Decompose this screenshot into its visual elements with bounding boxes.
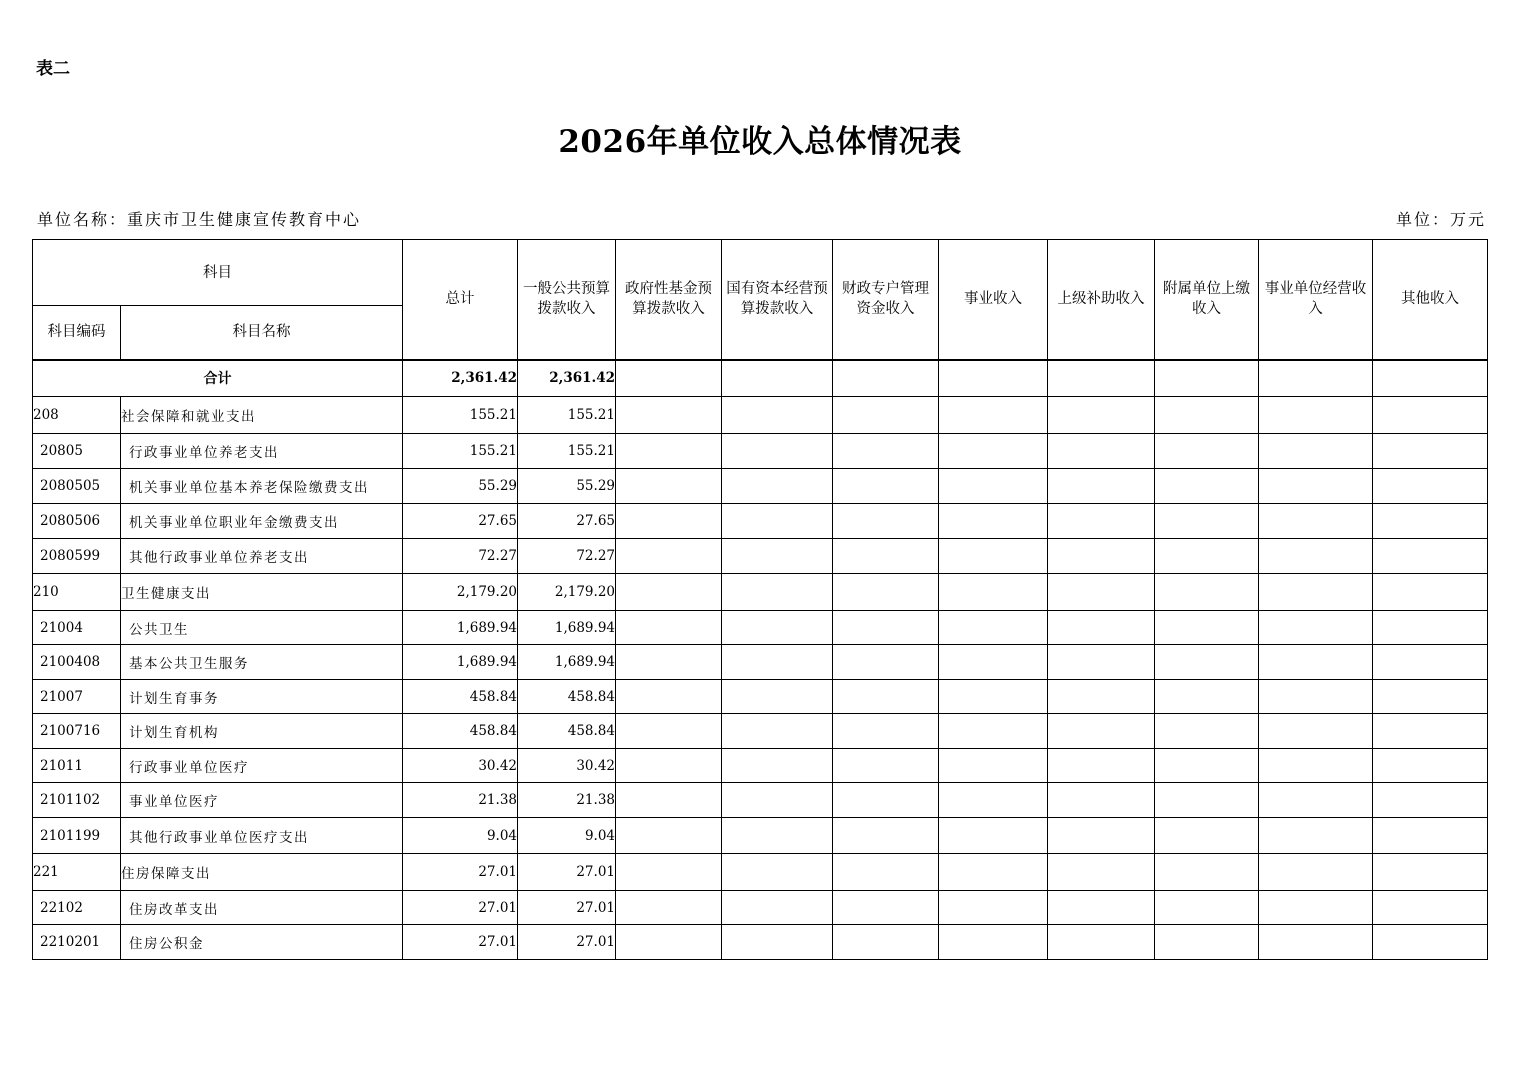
amount-cell	[1373, 854, 1488, 891]
amount-cell: 30.42	[403, 749, 518, 783]
amount-cell	[1048, 397, 1155, 434]
amount-cell	[1155, 680, 1259, 714]
subject-code-cell: 210	[33, 574, 121, 611]
amount-cell	[1259, 925, 1373, 960]
amount-cell: 21.38	[403, 783, 518, 818]
amount-cell	[1373, 504, 1488, 539]
amount-cell	[1259, 645, 1373, 680]
amount-cell	[939, 397, 1048, 434]
subject-code-cell: 2101199	[33, 818, 121, 854]
amount-cell	[1048, 434, 1155, 469]
total-cell	[1259, 360, 1373, 397]
amount-cell	[1373, 434, 1488, 469]
amount-cell: 27.01	[518, 925, 616, 960]
amount-cell: 55.29	[403, 469, 518, 504]
amount-cell	[1155, 397, 1259, 434]
amount-cell	[1155, 854, 1259, 891]
amount-cell	[1259, 891, 1373, 925]
amount-cell	[616, 783, 722, 818]
table-row	[33, 611, 1488, 645]
table-body	[33, 360, 1488, 960]
table-row	[33, 925, 1488, 960]
table-row	[33, 854, 1488, 891]
amount-cell	[1259, 818, 1373, 854]
amount-cell: 1,689.94	[403, 611, 518, 645]
amount-cell: 27.01	[518, 891, 616, 925]
amount-cell	[1259, 574, 1373, 611]
subject-code-cell: 2080506	[33, 504, 121, 539]
amount-cell	[722, 783, 833, 818]
amount-cell	[939, 574, 1048, 611]
amount-cell: 27.65	[403, 504, 518, 539]
amount-cell	[1048, 645, 1155, 680]
amount-cell	[722, 574, 833, 611]
amount-cell	[939, 891, 1048, 925]
header-superior-subsidy: 上级补助收入	[1048, 240, 1155, 360]
amount-cell	[722, 891, 833, 925]
table-row	[33, 818, 1488, 854]
total-cell: 2,361.42	[518, 360, 616, 397]
amount-cell: 458.84	[518, 680, 616, 714]
header-subject: 科目	[33, 240, 403, 306]
amount-cell	[1048, 539, 1155, 574]
amount-cell	[939, 749, 1048, 783]
subject-code-cell: 21007	[33, 680, 121, 714]
amount-cell	[1373, 611, 1488, 645]
amount-cell	[939, 611, 1048, 645]
amount-cell	[1373, 818, 1488, 854]
table-header	[33, 240, 1488, 360]
amount-cell	[616, 714, 722, 749]
header-gov-fund: 政府性基金预算拨款收入	[616, 240, 722, 360]
subject-name-cell: 行政事业单位医疗	[121, 749, 403, 783]
amount-cell	[1259, 714, 1373, 749]
amount-cell: 155.21	[403, 434, 518, 469]
amount-cell	[616, 539, 722, 574]
header-state-capital: 国有资本经营预算拨款收入	[722, 240, 833, 360]
amount-cell	[1048, 680, 1155, 714]
subject-name-cell: 住房公积金	[121, 925, 403, 960]
amount-cell	[833, 469, 939, 504]
amount-cell	[1048, 925, 1155, 960]
amount-cell	[1155, 645, 1259, 680]
currency-unit-label: 单位：万元	[1395, 210, 1486, 229]
subject-code-cell: 2080599	[33, 539, 121, 574]
amount-cell	[1373, 680, 1488, 714]
amount-cell	[616, 469, 722, 504]
amount-cell	[1048, 504, 1155, 539]
subject-code-cell: 2080505	[33, 469, 121, 504]
amount-cell: 458.84	[518, 714, 616, 749]
amount-cell	[1373, 469, 1488, 504]
amount-cell	[1155, 749, 1259, 783]
subject-code-cell: 21011	[33, 749, 121, 783]
amount-cell	[1373, 783, 1488, 818]
table-number-label: 表二	[36, 59, 70, 79]
amount-cell	[616, 574, 722, 611]
subject-name-cell: 住房保障支出	[121, 854, 403, 891]
amount-cell: 1,689.94	[403, 645, 518, 680]
subject-name-cell: 机关事业单位基本养老保险缴费支出	[121, 469, 403, 504]
amount-cell: 27.01	[403, 854, 518, 891]
amount-cell	[722, 645, 833, 680]
total-cell	[833, 360, 939, 397]
subject-name-cell: 公共卫生	[121, 611, 403, 645]
amount-cell	[1048, 818, 1155, 854]
amount-cell	[1373, 539, 1488, 574]
subject-name-cell: 基本公共卫生服务	[121, 645, 403, 680]
amount-cell	[1373, 645, 1488, 680]
total-label: 合计	[33, 360, 403, 397]
amount-cell	[1259, 749, 1373, 783]
table-row	[33, 714, 1488, 749]
amount-cell: 27.01	[403, 891, 518, 925]
amount-cell	[1259, 611, 1373, 645]
subject-code-cell: 2210201	[33, 925, 121, 960]
subject-name-cell: 社会保障和就业支出	[121, 397, 403, 434]
income-summary-table	[32, 239, 1488, 960]
amount-cell	[722, 818, 833, 854]
amount-cell	[1155, 891, 1259, 925]
amount-cell	[1155, 818, 1259, 854]
amount-cell: 27.65	[518, 504, 616, 539]
header-other-income: 其他收入	[1373, 240, 1488, 360]
amount-cell	[939, 504, 1048, 539]
total-cell	[939, 360, 1048, 397]
amount-cell	[1155, 469, 1259, 504]
subject-name-cell: 事业单位医疗	[121, 783, 403, 818]
amount-cell	[1259, 434, 1373, 469]
amount-cell	[1048, 574, 1155, 611]
subject-name-cell: 其他行政事业单位养老支出	[121, 539, 403, 574]
amount-cell: 72.27	[518, 539, 616, 574]
subject-name-cell: 其他行政事业单位医疗支出	[121, 818, 403, 854]
amount-cell	[1373, 714, 1488, 749]
amount-cell	[939, 680, 1048, 714]
amount-cell	[833, 749, 939, 783]
amount-cell	[833, 818, 939, 854]
amount-cell	[1048, 783, 1155, 818]
header-business-income: 事业收入	[939, 240, 1048, 360]
amount-cell	[722, 680, 833, 714]
amount-cell	[833, 783, 939, 818]
amount-cell	[616, 925, 722, 960]
amount-cell	[722, 434, 833, 469]
amount-cell	[833, 434, 939, 469]
amount-cell	[1373, 574, 1488, 611]
amount-cell	[616, 749, 722, 783]
subject-code-cell: 221	[33, 854, 121, 891]
amount-cell	[939, 854, 1048, 891]
amount-cell: 155.21	[518, 397, 616, 434]
amount-cell	[1259, 539, 1373, 574]
subject-code-cell: 2101102	[33, 783, 121, 818]
subject-code-cell: 2100716	[33, 714, 121, 749]
amount-cell	[616, 645, 722, 680]
amount-cell: 2,179.20	[518, 574, 616, 611]
amount-cell	[833, 854, 939, 891]
amount-cell: 27.01	[518, 854, 616, 891]
table-row	[33, 469, 1488, 504]
subject-name-cell: 卫生健康支出	[121, 574, 403, 611]
amount-cell: 458.84	[403, 680, 518, 714]
table-row	[33, 574, 1488, 611]
total-cell	[1373, 360, 1488, 397]
total-row	[33, 360, 1488, 397]
subject-name-cell: 计划生育机构	[121, 714, 403, 749]
amount-cell	[1259, 783, 1373, 818]
total-cell	[616, 360, 722, 397]
subject-name-cell: 机关事业单位职业年金缴费支出	[121, 504, 403, 539]
table-row	[33, 783, 1488, 818]
amount-cell	[722, 854, 833, 891]
header-operating-income: 事业单位经营收入	[1259, 240, 1373, 360]
amount-cell	[939, 539, 1048, 574]
amount-cell: 72.27	[403, 539, 518, 574]
amount-cell	[939, 925, 1048, 960]
amount-cell	[1155, 611, 1259, 645]
amount-cell	[1048, 749, 1155, 783]
amount-cell	[1373, 891, 1488, 925]
amount-cell: 9.04	[403, 818, 518, 854]
amount-cell	[939, 469, 1048, 504]
amount-cell	[939, 434, 1048, 469]
amount-cell	[1259, 397, 1373, 434]
amount-cell	[616, 818, 722, 854]
amount-cell	[1155, 925, 1259, 960]
amount-cell	[833, 574, 939, 611]
amount-cell	[616, 680, 722, 714]
amount-cell	[1048, 611, 1155, 645]
amount-cell	[722, 611, 833, 645]
amount-cell	[616, 434, 722, 469]
amount-cell	[1155, 504, 1259, 539]
amount-cell	[1048, 469, 1155, 504]
table-row	[33, 645, 1488, 680]
amount-cell: 9.04	[518, 818, 616, 854]
table-row	[33, 680, 1488, 714]
amount-cell	[1155, 539, 1259, 574]
amount-cell: 155.21	[518, 434, 616, 469]
amount-cell	[616, 397, 722, 434]
amount-cell: 2,179.20	[403, 574, 518, 611]
table-row	[33, 539, 1488, 574]
report-title: 2026年单位收入总体情况表	[558, 124, 962, 160]
amount-cell	[1155, 714, 1259, 749]
table-row	[33, 434, 1488, 469]
amount-cell: 21.38	[518, 783, 616, 818]
amount-cell	[833, 645, 939, 680]
subject-code-cell: 2100408	[33, 645, 121, 680]
subject-code-cell: 21004	[33, 611, 121, 645]
amount-cell	[616, 854, 722, 891]
amount-cell	[722, 539, 833, 574]
amount-cell	[1259, 854, 1373, 891]
total-cell: 2,361.42	[403, 360, 518, 397]
amount-cell	[722, 714, 833, 749]
header-special-account: 财政专户管理资金收入	[833, 240, 939, 360]
amount-cell	[833, 891, 939, 925]
amount-cell	[1048, 854, 1155, 891]
amount-cell	[833, 680, 939, 714]
amount-cell	[722, 749, 833, 783]
header-subject-name: 科目名称	[121, 306, 403, 360]
header-general-budget: 一般公共预算拨款收入	[518, 240, 616, 360]
amount-cell	[833, 925, 939, 960]
subject-name-cell: 住房改革支出	[121, 891, 403, 925]
table-row	[33, 891, 1488, 925]
subject-code-cell: 22102	[33, 891, 121, 925]
total-cell	[1155, 360, 1259, 397]
amount-cell	[1259, 469, 1373, 504]
amount-cell	[939, 714, 1048, 749]
amount-cell	[616, 504, 722, 539]
header-affiliate-remit: 附属单位上缴收入	[1155, 240, 1259, 360]
amount-cell	[833, 611, 939, 645]
amount-cell	[939, 645, 1048, 680]
header-total: 总计	[403, 240, 518, 360]
subject-name-cell: 行政事业单位养老支出	[121, 434, 403, 469]
header-subject-code: 科目编码	[33, 306, 121, 360]
amount-cell	[1259, 680, 1373, 714]
amount-cell	[833, 504, 939, 539]
amount-cell	[722, 925, 833, 960]
total-cell	[722, 360, 833, 397]
amount-cell	[722, 397, 833, 434]
amount-cell	[616, 611, 722, 645]
amount-cell	[722, 504, 833, 539]
table-row	[33, 504, 1488, 539]
amount-cell	[1048, 891, 1155, 925]
amount-cell	[833, 539, 939, 574]
amount-cell	[1048, 714, 1155, 749]
amount-cell: 30.42	[518, 749, 616, 783]
subject-code-cell: 208	[33, 397, 121, 434]
amount-cell	[939, 818, 1048, 854]
amount-cell	[1155, 574, 1259, 611]
amount-cell	[1373, 397, 1488, 434]
amount-cell	[939, 783, 1048, 818]
amount-cell	[833, 397, 939, 434]
amount-cell	[1373, 749, 1488, 783]
amount-cell: 27.01	[403, 925, 518, 960]
subject-name-cell: 计划生育事务	[121, 680, 403, 714]
amount-cell	[833, 714, 939, 749]
amount-cell	[1155, 783, 1259, 818]
amount-cell: 155.21	[403, 397, 518, 434]
table-row	[33, 749, 1488, 783]
amount-cell	[616, 891, 722, 925]
table-row	[33, 397, 1488, 434]
amount-cell: 458.84	[403, 714, 518, 749]
total-cell	[1048, 360, 1155, 397]
amount-cell	[1373, 925, 1488, 960]
unit-name-label: 单位名称：重庆市卫生健康宣传教育中心	[37, 210, 362, 229]
amount-cell: 55.29	[518, 469, 616, 504]
amount-cell: 1,689.94	[518, 611, 616, 645]
subject-code-cell: 20805	[33, 434, 121, 469]
amount-cell	[1259, 504, 1373, 539]
amount-cell: 1,689.94	[518, 645, 616, 680]
amount-cell	[1155, 434, 1259, 469]
amount-cell	[722, 469, 833, 504]
